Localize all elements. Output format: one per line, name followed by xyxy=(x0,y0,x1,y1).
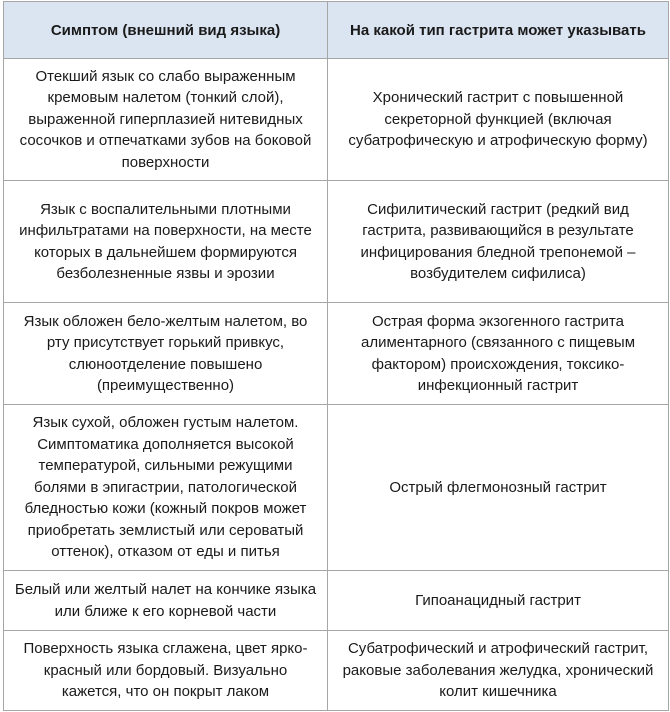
table-row xyxy=(4,303,669,405)
symptom-cell: Отекший язык со слабо выраженным кремовым налетом (тонкий слой), выраженной гиперплазией нитевидных сосочков и отпечатками зубов на боковой поверхности xyxy=(4,59,328,181)
header-gastritis-type: На какой тип гастрита может указывать xyxy=(328,2,669,59)
gastritis-symptom-table xyxy=(3,1,669,711)
gastritis-type-cell: Субатрофический и атрофический гастрит, раковые заболевания желудка, хронический колит кишечника xyxy=(328,631,669,711)
gastritis-type-cell: Острая форма экзогенного гастрита алиментарного (связанного с пищевым фактором) происхождения, токсико-инфекционный гастрит xyxy=(328,303,669,405)
gastritis-type-cell: Хронический гастрит с повышенной секреторной функцией (включая субатрофическую и атрофическую форму) xyxy=(328,59,669,181)
table-row xyxy=(4,405,669,571)
gastritis-type-cell: Сифилитический гастрит (редкий вид гастрита, развивающийся в результате инфицирования бледной трепонемой – возбудителем сифилиса) xyxy=(328,181,669,303)
table-row xyxy=(4,181,669,303)
gastritis-type-cell: Гипоанацидный гастрит xyxy=(328,571,669,631)
table-header-row xyxy=(4,2,669,59)
table-row xyxy=(4,59,669,181)
header-symptom: Симптом (внешний вид языка) xyxy=(4,2,328,59)
table-row xyxy=(4,631,669,711)
symptom-cell: Белый или желтый налет на кончике языка или ближе к его корневой части xyxy=(4,571,328,631)
symptom-cell: Язык сухой, обложен густым налетом. Симптоматика дополняется высокой температурой, сильными режущими болями в эпигастрии, патологической бледностью кожи (кожный покров может приобретать землистый или сероватый оттенок), отказом от еды и питья xyxy=(4,405,328,571)
symptom-cell: Язык с воспалительными плотными инфильтратами на поверхности, на месте которых в дальнейшем формируются безболезненные язвы и эрозии xyxy=(4,181,328,303)
gastritis-type-cell: Острый флегмонозный гастрит xyxy=(328,405,669,571)
table-row xyxy=(4,571,669,631)
symptom-cell: Поверхность языка сглажена, цвет ярко-красный или бордовый. Визуально кажется, что он покрыт лаком xyxy=(4,631,328,711)
symptom-cell: Язык обложен бело-желтым налетом, во рту присутствует горький привкус, слюноотделение повышено (преимущественно) xyxy=(4,303,328,405)
